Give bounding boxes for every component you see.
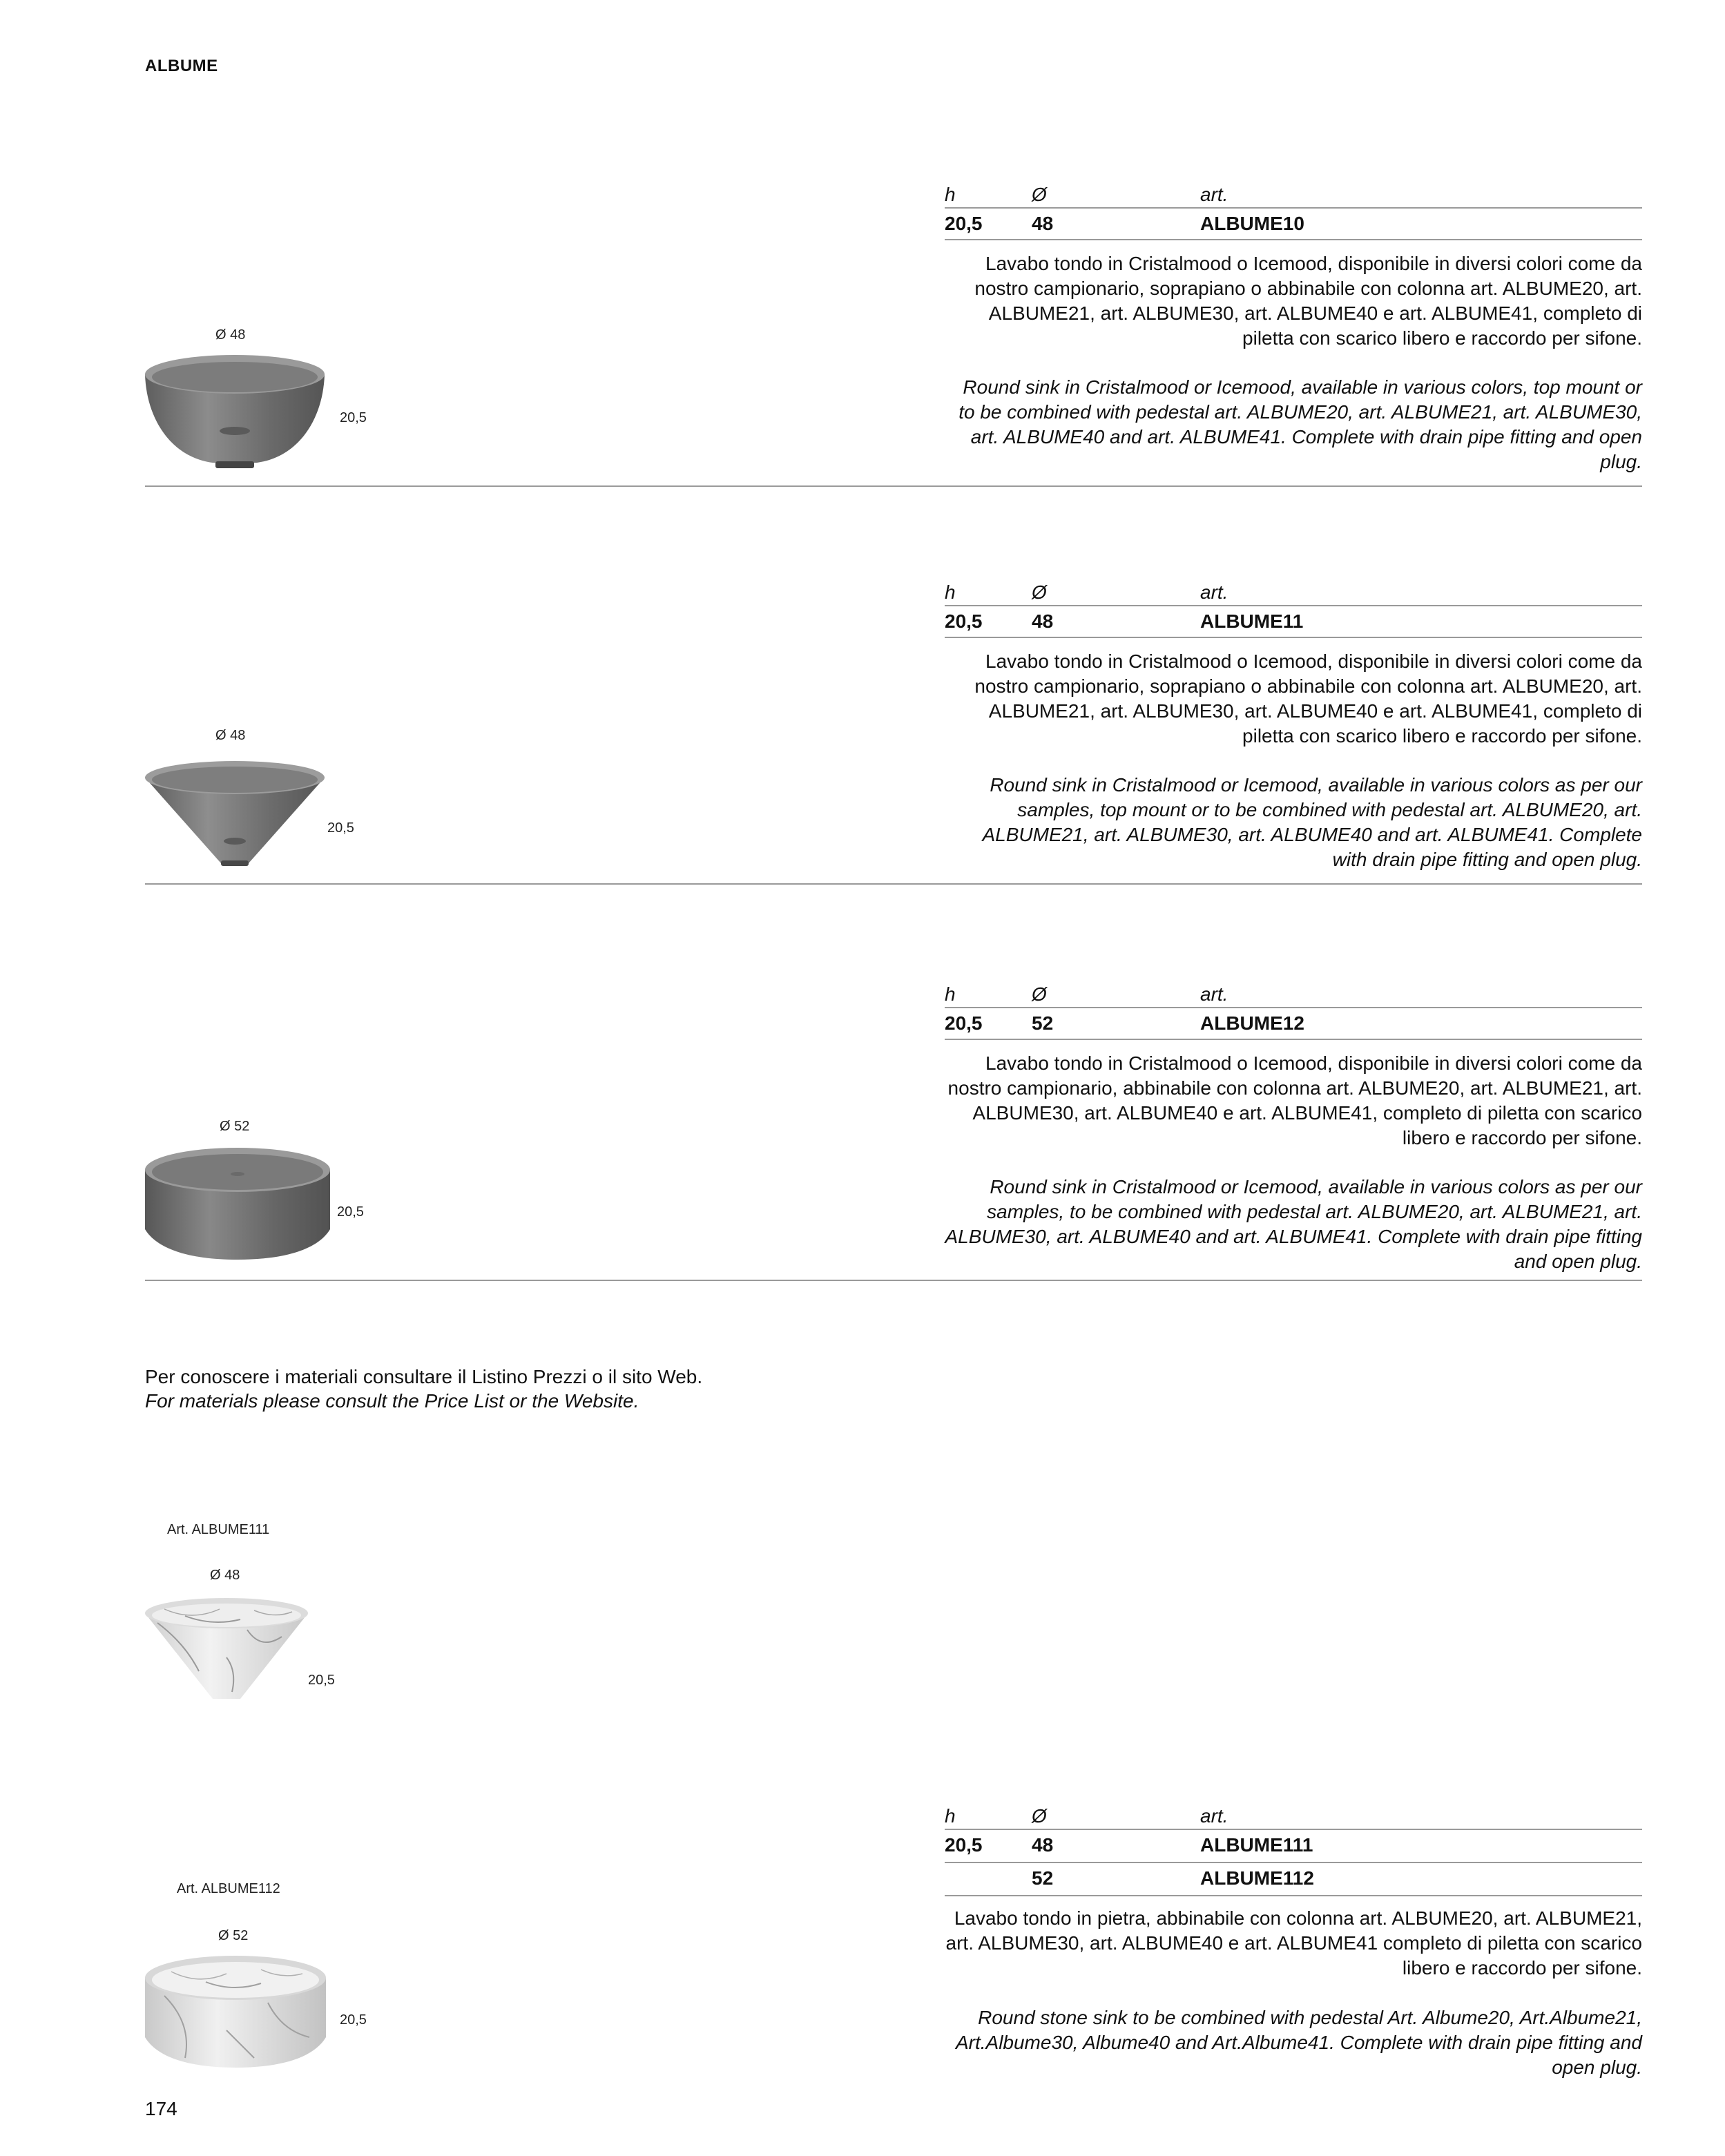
header-art: art.	[1200, 184, 1228, 205]
row-diameter: 48	[1032, 213, 1054, 234]
header-height: h	[945, 1805, 956, 1827]
materials-note-italian: Per conoscere i materiali consultare il Listino Prezzi o il sito Web.	[145, 1366, 703, 1387]
row-diameter: 52	[1032, 1012, 1054, 1034]
divider-line	[145, 1280, 1642, 1281]
divider-line	[145, 485, 1642, 487]
spec-table-albume10	[945, 184, 1642, 240]
spec-row	[945, 1862, 1642, 1896]
row-height: 20,5	[945, 1834, 983, 1856]
spec-table-header	[945, 581, 1642, 605]
row-art-code: ALBUME112	[1200, 1867, 1314, 1889]
row-art-code: ALBUME10	[1200, 213, 1304, 234]
spec-table-header	[945, 184, 1642, 207]
divider-line	[145, 883, 1642, 885]
materials-note	[145, 1365, 702, 1413]
header-height: h	[945, 983, 956, 1005]
height-label: 20,5	[327, 820, 354, 836]
height-label: 20,5	[308, 1673, 335, 1688]
art-label-albume111: Art. ALBUME111	[167, 1522, 270, 1537]
header-diameter: Ø	[1032, 983, 1047, 1005]
spec-table-albume111-112	[945, 1805, 1642, 1896]
header-art: art.	[1200, 581, 1228, 603]
header-art: art.	[1200, 1805, 1228, 1827]
row-art-code: ALBUME12	[1200, 1012, 1304, 1034]
row-height: 20,5	[945, 610, 983, 632]
row-diameter: 52	[1032, 1867, 1054, 1889]
diameter-label: Ø 48	[210, 1568, 240, 1583]
height-label: 20,5	[340, 2012, 367, 2028]
albume111-marble-basin-image	[144, 1595, 309, 1706]
art-label-albume112: Art. ALBUME112	[177, 1881, 280, 1896]
header-diameter: Ø	[1032, 184, 1047, 205]
row-diameter: 48	[1032, 1834, 1054, 1856]
albume12-basin-image	[144, 1146, 331, 1265]
spec-table-header	[945, 983, 1642, 1007]
diameter-label: Ø 52	[220, 1119, 250, 1134]
diameter-label: Ø 52	[218, 1928, 249, 1943]
spec-table-header	[945, 1805, 1642, 1829]
header-height: h	[945, 581, 956, 603]
row-height: 20,5	[945, 1012, 983, 1034]
section-title: ALBUME	[145, 57, 218, 75]
albume112-marble-basin-image	[144, 1954, 327, 2073]
height-label: 20,5	[340, 410, 367, 425]
description-english: Round sink in Cristalmood or Icemood, available in various colors as per our samples, top mount or to be combined with pedestal art. ALBUME20, art. ALBUME21, art. ALBUME30, art. ALBUME40 and art. ALBUME41. Complete with drain pipe fitting and open plug.	[982, 774, 1642, 870]
description-italian: Lavabo tondo in Cristalmood o Icemood, disponibile in diversi colori come da nostro campionario, abbinabile con colonna art. ALBUME20, art. ALBUME21, art. ALBUME30, art. ALBUME40 e art. ALBUME41, completo di piletta con scarico libero e raccordo per sifone.	[947, 1052, 1642, 1148]
spec-table-albume12	[945, 983, 1642, 1040]
header-height: h	[945, 184, 956, 205]
albume10-basin-image	[144, 354, 326, 472]
spec-row	[945, 1829, 1642, 1862]
materials-note-english: For materials please consult the Price List or the Website.	[145, 1390, 639, 1412]
spec-row	[945, 207, 1642, 240]
spec-table-albume11	[945, 581, 1642, 638]
header-art: art.	[1200, 983, 1228, 1005]
row-art-code: ALBUME111	[1200, 1834, 1313, 1856]
header-diameter: Ø	[1032, 1805, 1047, 1827]
description-english: Round sink in Cristalmood or Icemood, available in various colors as per our samples, to be combined with pedestal art. ALBUME20, art. ALBUME21, art. ALBUME30, art. ALBUME40 and art. ALBUME41. Complete with drain pipe fitting and open plug.	[945, 1176, 1642, 1272]
height-label: 20,5	[337, 1204, 364, 1220]
spec-row	[945, 605, 1642, 638]
page-number: 174	[145, 2098, 177, 2119]
row-diameter: 48	[1032, 610, 1054, 632]
row-height: 20,5	[945, 213, 983, 234]
diameter-label: Ø 48	[215, 728, 246, 743]
description-english: Round sink in Cristalmood or Icemood, available in various colors, top mount or to be combined with pedestal art. ALBUME20, art. ALBUME21, art. ALBUME30, art. ALBUME40 and art. ALBUME41. Complete with drain pipe fitting and open plug.	[958, 376, 1642, 472]
spec-row	[945, 1007, 1642, 1040]
description-italian: Lavabo tondo in Cristalmood o Icemood, disponibile in diversi colori come da nostro campionario, soprapiano o abbinabile con colonna art. ALBUME20, art. ALBUME21, art. ALBUME30, art. ALBUME40 e art. ALBUME41, completo di piletta con scarico libero e raccordo per sifone.	[974, 253, 1642, 349]
description-english: Round stone sink to be combined with pedestal Art. Albume20, Art.Albume21, Art.Albume30, Albume40 and Art.Albume41. Complete with drain pipe fitting and open plug.	[955, 2007, 1642, 2078]
row-art-code: ALBUME11	[1200, 610, 1304, 632]
diameter-label: Ø 48	[215, 327, 246, 343]
description-italian: Lavabo tondo in Cristalmood o Icemood, disponibile in diversi colori come da nostro campionario, soprapiano o abbinabile con colonna art. ALBUME20, art. ALBUME21, art. ALBUME30, art. ALBUME40 e art. ALBUME41, completo di piletta con scarico libero e raccordo per sifone.	[974, 651, 1642, 747]
albume11-basin-image	[144, 760, 326, 870]
description-italian: Lavabo tondo in pietra, abbinabile con colonna art. ALBUME20, art. ALBUME21, art. ALBUME30, art. ALBUME40 e art. ALBUME41 completo di piletta con scarico libero e raccordo per sifone.	[945, 1907, 1642, 1979]
header-diameter: Ø	[1032, 581, 1047, 603]
